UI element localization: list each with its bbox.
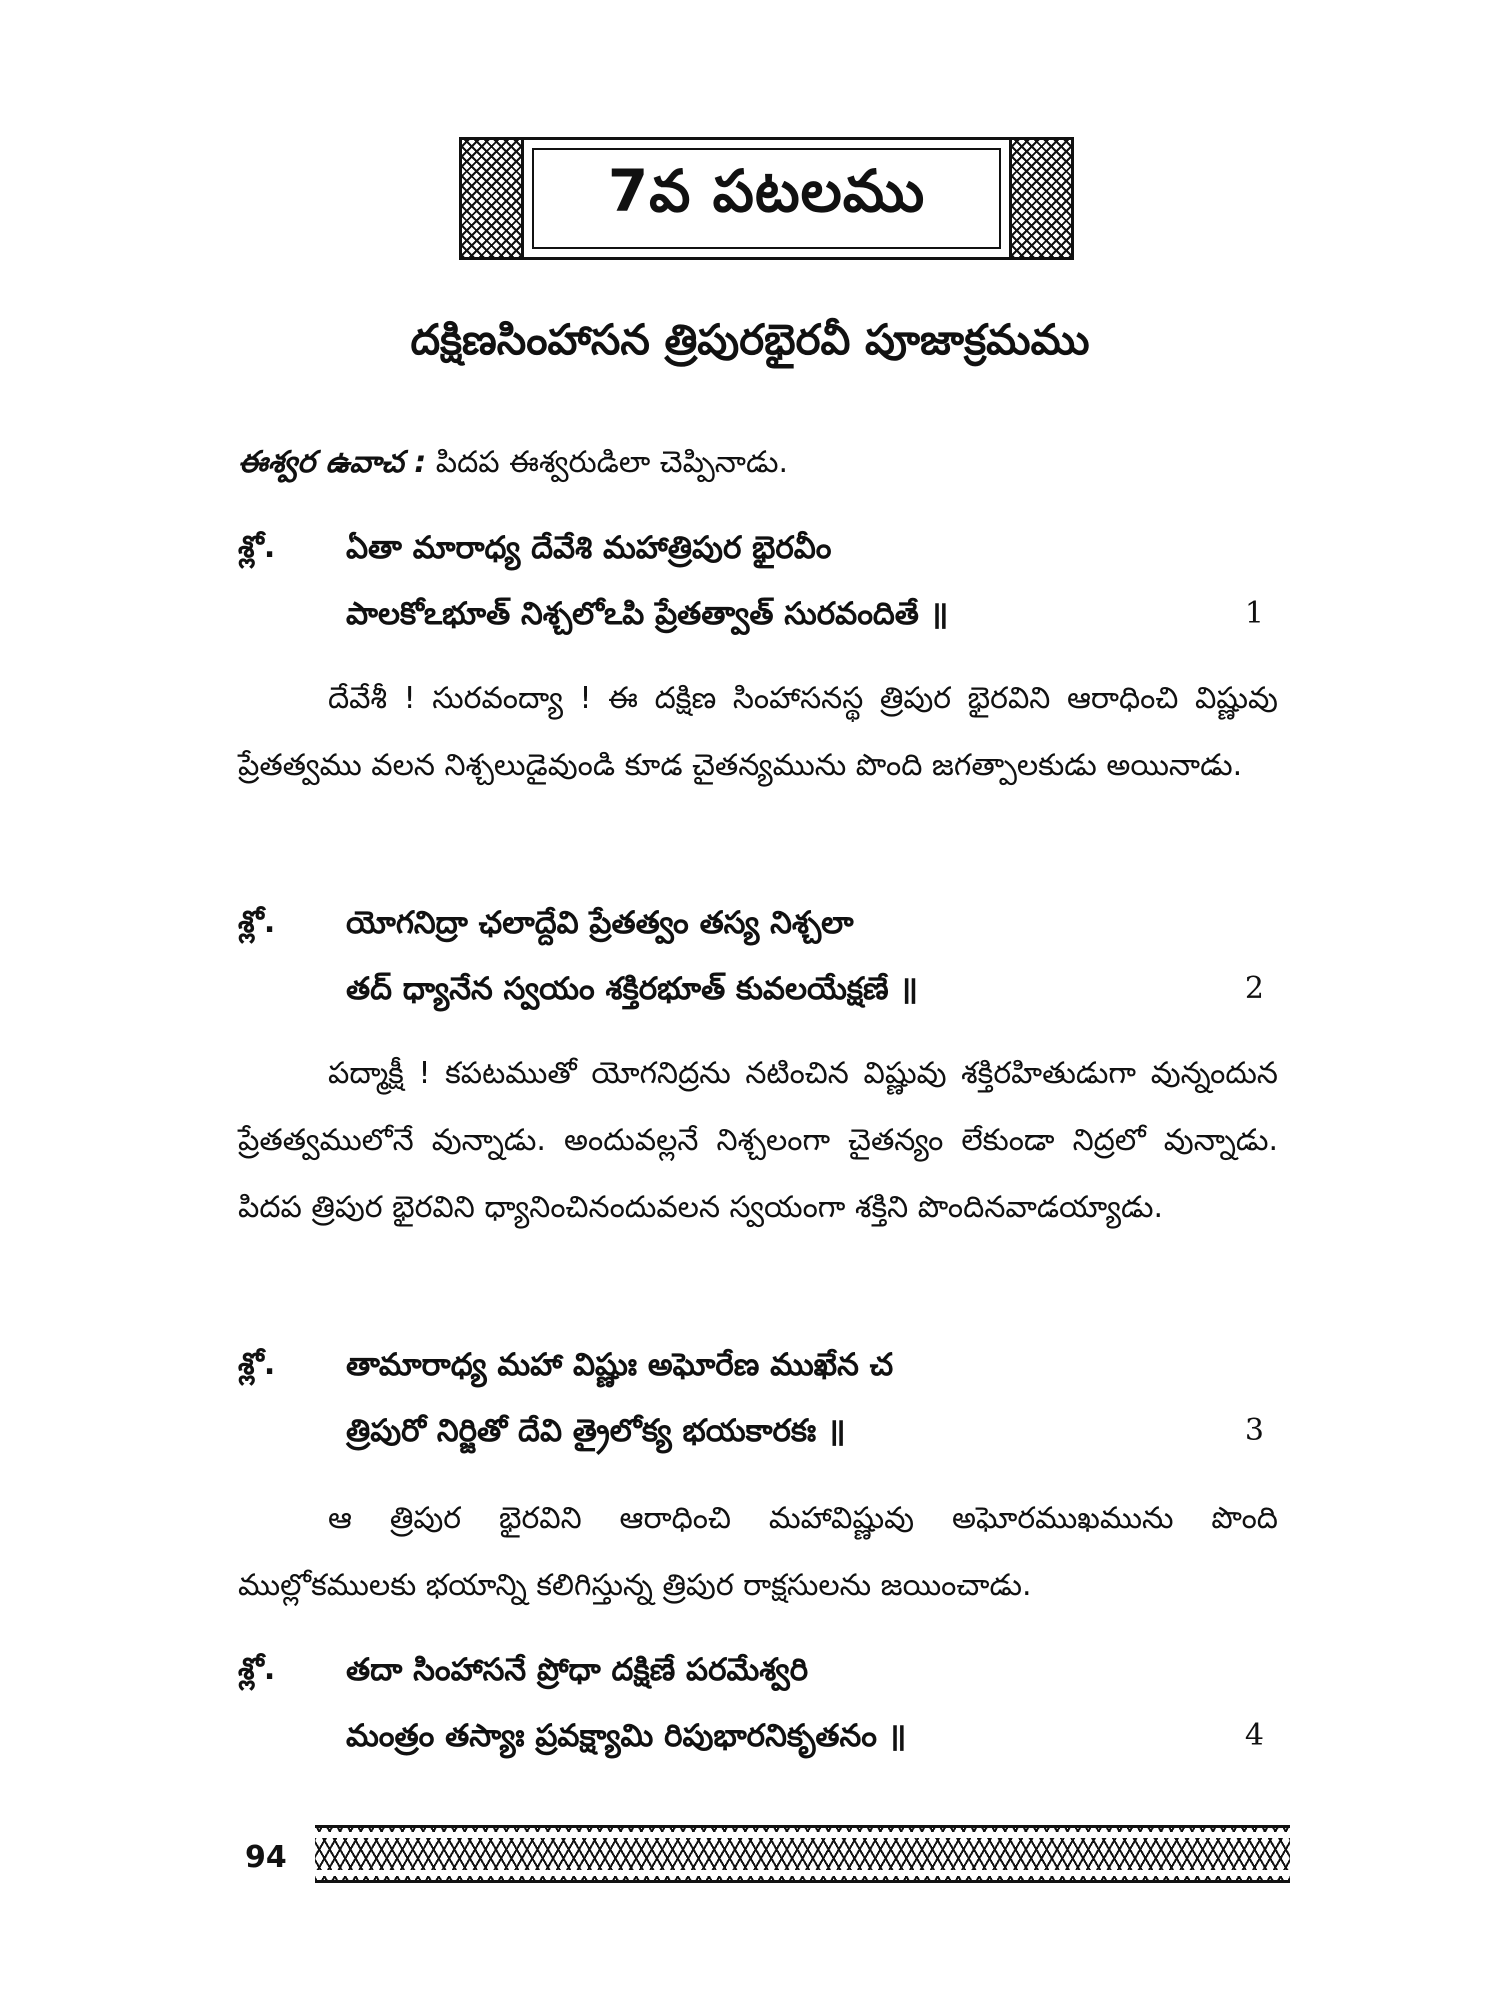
sloka-mark: శ్లో.	[238, 530, 276, 565]
meaning-text: ఆ త్రిపుర భైరవిని ఆరాధించి మహావిష్ణువు అఘోరముఖమును పొంది ముల్లోకములకు భయాన్ని కలిగిస్తున్న త్రిపుర రాక్షసులను జయించాడు.	[238, 1501, 1278, 1603]
chapter-title-frame	[532, 148, 1001, 249]
sloka-number: 2	[1244, 971, 1264, 1006]
chapter-title: 7వ పటలము	[607, 157, 926, 225]
intro-line	[238, 445, 788, 487]
sloka-mark: శ్లో.	[238, 1652, 276, 1687]
sloka-line-1: ఏతా మారాధ్య దేవేశి మహాత్రిపుర భైరవీం	[346, 530, 832, 566]
sloka-line-2: త్రిపురో నిర్జితో దేవి త్రైలోక్య భయకారకః ॥	[346, 1413, 846, 1449]
intro-speaker: ఈశ్వర ఉవాచ :	[238, 445, 427, 480]
right-ornament	[1009, 140, 1071, 257]
sloka-line-2: మంత్రం తస్యాః ప్రవక్ష్యామి రిపుభారనికృతనం ॥	[346, 1718, 907, 1754]
meaning-1	[238, 665, 1278, 799]
meaning-text: దేవేశీ ! సురవంద్యా ! ఈ దక్షిణ సింహాసనస్థ త్రిపుర భైరవిని ఆరాధించి విష్ణువు ప్రేతత్వము వలన నిశ్చలుడైవుండి కూడ చైతన్యమును పొంది జగత్పాలకుడు అయినాడు.	[238, 681, 1278, 783]
meaning-2	[238, 1040, 1278, 1241]
sloka-line-1: తదా సింహాసనే ప్రోధా దక్షిణే పరమేశ్వరి	[346, 1652, 809, 1688]
left-ornament	[462, 140, 524, 257]
sloka-number: 3	[1244, 1413, 1264, 1448]
sloka-number: 4	[1244, 1718, 1264, 1753]
footer-ornament-band	[315, 1825, 1290, 1883]
meaning-3	[238, 1485, 1278, 1619]
sloka-line-2: పాలకోఽభూత్ నిశ్చలోఽపి ప్రేతత్వాత్ సురవందితే ॥	[346, 596, 949, 632]
sloka-number: 1	[1244, 596, 1264, 631]
chapter-title-box	[459, 137, 1074, 260]
intro-text: పిదప ఈశ్వరుడిలా చెప్పినాడు.	[435, 445, 789, 480]
sloka-line-2: తద్ ధ్యానేన స్వయం శక్తిరభూత్ కువలయేక్షణే ॥	[346, 971, 918, 1007]
sloka-line-1: తామారాధ్య మహా విష్ణుః అఘోరేణ ముఖేన చ	[346, 1347, 894, 1383]
sloka-mark: శ్లో.	[238, 1347, 276, 1382]
sloka-mark: శ్లో.	[238, 905, 276, 940]
sloka-line-1: యోగనిద్రా ఛలాద్దేవి ప్రేతత్వం తస్య నిశ్చలా	[346, 905, 854, 941]
meaning-text: పద్మాక్షీ ! కపటముతో యోగనిద్రను నటించిన విష్ణువు శక్తిరహితుడుగా వున్నందున ప్రేతత్వములోనే వున్నాడు. అందువల్లనే నిశ్చలంగా చైతన్యం లేకుండా నిద్రలో వున్నాడు. పిదప త్రిపుర భైరవిని ధ్యానించినందువలన స్వయంగా శక్తిని పొందినవాడయ్యాడు.	[238, 1056, 1278, 1225]
page-number: 94	[245, 1840, 287, 1875]
section-subtitle: దక్షిణసింహాసన త్రిపురభైరవీ పూజాక్రమము	[410, 315, 1090, 364]
